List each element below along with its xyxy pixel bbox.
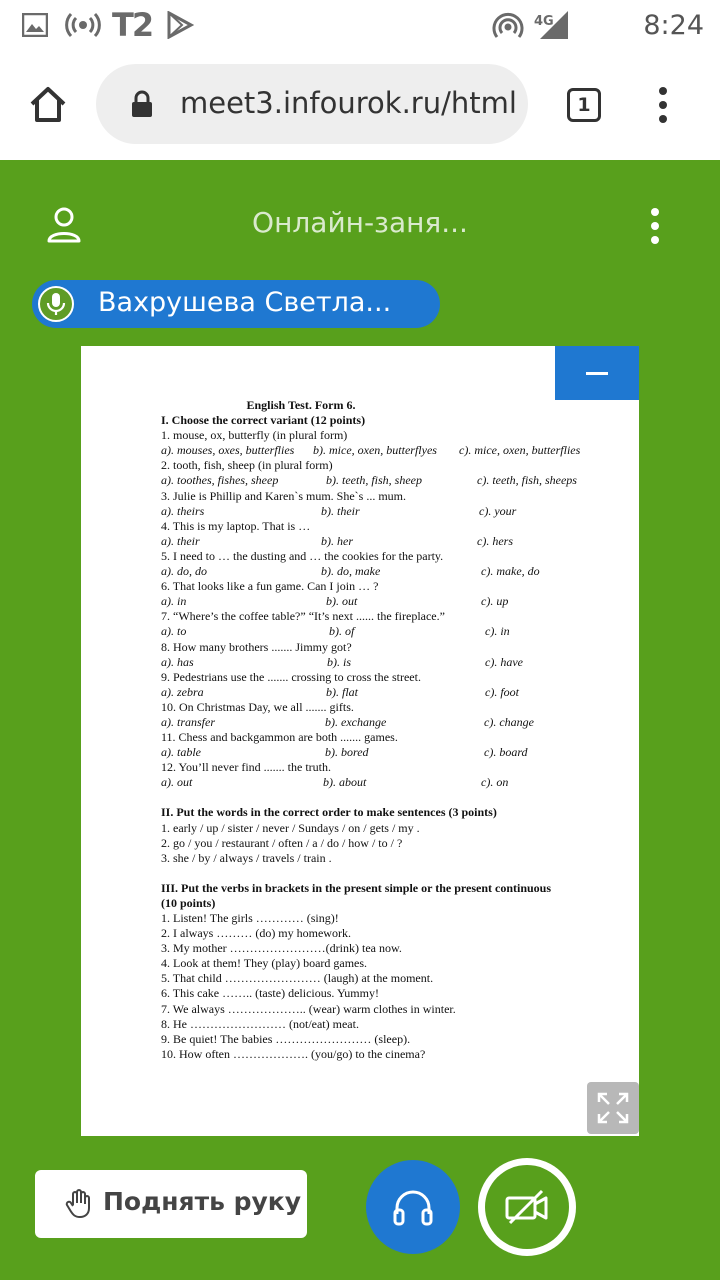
option-b: b). out xyxy=(326,594,358,609)
option-b: b). bored xyxy=(325,745,369,760)
tab-switcher-button[interactable]: 1 xyxy=(567,88,601,122)
home-icon[interactable] xyxy=(26,82,70,130)
option-a: a). transfer xyxy=(161,714,215,729)
fullscreen-button[interactable] xyxy=(587,1082,639,1134)
status-bar xyxy=(0,0,720,50)
list-item: 2. go / you / restaurant / often / a / do / how / to / ? xyxy=(161,835,403,850)
option-b: b). do, make xyxy=(321,564,381,579)
options-row xyxy=(161,534,611,549)
option-c: c). change xyxy=(484,714,534,729)
options-row xyxy=(161,624,611,639)
option-c: c). up xyxy=(481,594,509,609)
option-a: a). toothes, fishes, sheep xyxy=(161,473,279,488)
lock-icon xyxy=(130,90,154,122)
question: 8. How many brothers ....... Jimmy got? xyxy=(161,639,352,654)
video-button[interactable] xyxy=(478,1158,576,1256)
option-a: a). to xyxy=(161,624,187,639)
section-3-points: (10 points) xyxy=(161,895,216,910)
option-b: b). her xyxy=(321,533,353,548)
option-a: a). out xyxy=(161,775,193,790)
question: 3. Julie is Phillip and Karen`s mum. She`s ... mum. xyxy=(161,488,406,503)
speaker-name: Вахрушева Светла... xyxy=(98,287,392,318)
list-item: 8. He …………………… (not/eat) meat. xyxy=(161,1016,359,1031)
list-item: 3. she / by / always / travels / train . xyxy=(161,850,332,865)
carrier-logo: T2 xyxy=(112,6,153,44)
options-row xyxy=(161,775,611,790)
list-item: 1. Listen! The girls ………… (sing)! xyxy=(161,911,339,925)
options-row xyxy=(161,473,611,488)
list-item: 5. That child …………………… (laugh) at the moment. xyxy=(161,971,434,986)
option-b: b). teeth, fish, sheep xyxy=(326,473,422,488)
list-item: 1. early / up / sister / never / Sundays / on / gets / my . xyxy=(161,820,420,835)
option-a: a). theirs xyxy=(161,503,205,518)
test-title: English Test. Form 6. xyxy=(246,398,356,412)
question: 6. That looks like a fun game. Can I join … ? xyxy=(161,579,379,594)
option-c: c). teeth, fish, sheeps xyxy=(477,473,577,488)
active-speaker-chip xyxy=(32,280,440,328)
question: 1. mouse, ox, butterfly (in plural form) xyxy=(161,428,348,443)
options-row xyxy=(161,745,611,760)
hand-icon xyxy=(65,1189,93,1223)
signal-broadcast-icon xyxy=(492,8,524,42)
option-b: b). is xyxy=(327,654,351,669)
image-notification-icon xyxy=(22,8,48,42)
option-a: a). mouses, oxes, butterflies xyxy=(161,443,295,458)
test-content xyxy=(161,398,611,1062)
list-item: 7. We always ……………….. (wear) warm clothes in winter. xyxy=(161,1001,456,1016)
option-c: c). have xyxy=(485,654,523,669)
question: 2. tooth, fish, sheep (in plural form) xyxy=(161,458,333,473)
options-row xyxy=(161,443,611,458)
section-2-heading: II. Put the words in the correct order to make sentences (3 points) xyxy=(161,805,497,820)
user-icon[interactable] xyxy=(44,204,84,248)
expand-icon xyxy=(587,1082,639,1134)
app-menu-icon[interactable] xyxy=(648,207,662,249)
list-item: 2. I always ……… (do) my homework. xyxy=(161,926,351,941)
option-c: c). in xyxy=(485,624,510,639)
microphone-icon xyxy=(38,286,74,322)
minus-icon xyxy=(586,372,608,375)
option-a: a). in xyxy=(161,594,187,609)
address-bar[interactable] xyxy=(96,64,528,144)
browser-menu-icon[interactable] xyxy=(656,86,670,128)
option-c: c). your xyxy=(479,503,517,518)
option-b: b). flat xyxy=(326,684,358,699)
question: 9. Pedestrians use the ....... crossing to cross the street. xyxy=(161,669,421,684)
option-c: c). on xyxy=(481,775,509,790)
options-row xyxy=(161,594,611,609)
list-item: 10. How often ………………. (you/go) to the cinema? xyxy=(161,1046,426,1061)
options-row xyxy=(161,655,611,670)
question: 5. I need to … the dusting and … the cookies for the party. xyxy=(161,548,444,563)
cell-signal-icon xyxy=(538,8,570,42)
option-a: a). zebra xyxy=(161,684,204,699)
options-row xyxy=(161,564,611,579)
section-3-heading: III. Put the verbs in brackets in the present simple or the present continuous xyxy=(161,880,552,895)
raise-hand-label: Поднять руку xyxy=(103,1187,302,1216)
clock: 8:24 xyxy=(643,9,704,41)
audio-button[interactable] xyxy=(366,1160,460,1254)
option-a: a). has xyxy=(161,654,194,669)
play-store-icon xyxy=(166,8,194,42)
question: 7. “Where’s the coffee table?” “It’s next ...... the fireplace.” xyxy=(161,609,445,624)
minimize-button[interactable] xyxy=(555,346,639,400)
option-b: b). mice, oxen, butterflyes xyxy=(313,443,437,458)
option-b: b). exchange xyxy=(325,714,387,729)
option-c: c). mice, oxen, butterflies xyxy=(459,443,581,458)
option-b: b). of xyxy=(329,624,355,639)
shared-document xyxy=(81,346,639,1136)
section-1-heading: I. Choose the correct variant (12 points) xyxy=(161,413,366,428)
list-item: 3. My mother ……………………(drink) tea now. xyxy=(161,941,402,956)
option-a: a). do, do xyxy=(161,564,207,579)
list-item: 4. Look at them! They (play) board games. xyxy=(161,956,368,971)
hotspot-icon xyxy=(64,8,102,42)
question: 11. Chess and backgammon are both ....... games. xyxy=(161,730,398,745)
options-row xyxy=(161,685,611,700)
options-row xyxy=(161,504,611,519)
option-c: c). hers xyxy=(477,533,513,548)
conference-title: Онлайн-заня... xyxy=(252,206,468,239)
option-b: b). about xyxy=(323,775,367,790)
headphones-icon xyxy=(391,1186,435,1228)
url-text: meet3.infourok.ru/html xyxy=(180,86,517,120)
question: 12. You’ll never find ....... the truth. xyxy=(161,760,331,775)
question: 4. This is my laptop. That is … xyxy=(161,518,311,533)
option-c: c). board xyxy=(484,745,528,760)
camera-off-icon xyxy=(504,1189,550,1225)
raise-hand-button[interactable] xyxy=(35,1170,307,1238)
option-a: a). table xyxy=(161,745,201,760)
list-item: 9. Be quiet! The babies …………………… (sleep). xyxy=(161,1031,411,1046)
question: 10. On Christmas Day, we all ....... gifts. xyxy=(161,699,354,714)
options-row xyxy=(161,715,611,730)
option-a: a). their xyxy=(161,533,200,548)
browser-toolbar xyxy=(0,50,720,160)
list-item: 6. This cake …….. (taste) delicious. Yummy! xyxy=(161,986,379,1001)
network-type: 4G xyxy=(534,13,554,29)
option-c: c). foot xyxy=(485,684,519,699)
option-c: c). make, do xyxy=(481,564,540,579)
option-b: b). their xyxy=(321,503,360,518)
